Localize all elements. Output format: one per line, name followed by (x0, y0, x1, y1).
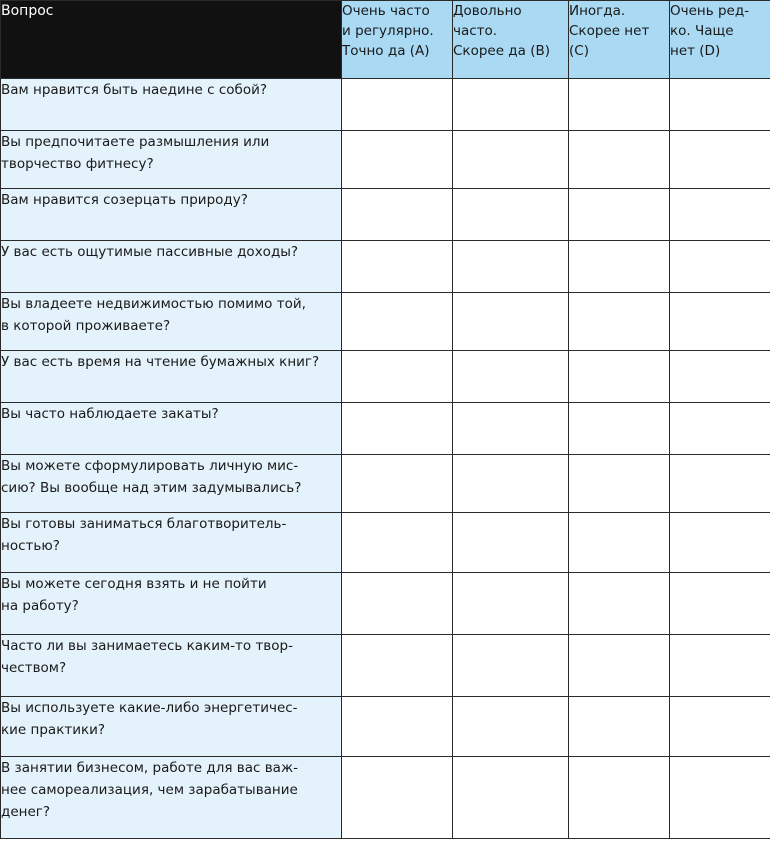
question-cell: Вам нравится созерцать природу? (1, 189, 342, 241)
answer-cell-c[interactable] (569, 403, 670, 455)
question-cell: Вы готовы заниматься благотворитель- ностью? (1, 513, 342, 573)
table-row (1, 455, 770, 513)
answer-cell-d[interactable] (670, 189, 770, 241)
answer-cell-c[interactable] (569, 293, 670, 351)
column-header-option-d: Очень ред- ко. Чаще нет (D) (670, 1, 770, 79)
column-header-option-b: Довольно часто. Скорее да (B) (453, 1, 569, 79)
answer-cell-a[interactable] (342, 293, 453, 351)
answer-cell-d[interactable] (670, 79, 770, 131)
answer-cell-a[interactable] (342, 189, 453, 241)
question-cell: Вам нравится быть наедине с собой? (1, 79, 342, 131)
answer-cell-b[interactable] (453, 131, 569, 189)
answer-cell-a[interactable] (342, 403, 453, 455)
answer-cell-b[interactable] (453, 573, 569, 635)
table-row (1, 635, 770, 697)
table-row (1, 131, 770, 189)
answer-cell-c[interactable] (569, 697, 670, 757)
answer-cell-d[interactable] (670, 635, 770, 697)
answer-cell-c[interactable] (569, 351, 670, 403)
answer-cell-d[interactable] (670, 513, 770, 573)
question-cell: Часто ли вы занимаетесь каким-то твор- чеством? (1, 635, 342, 697)
table-row (1, 697, 770, 757)
answer-cell-d[interactable] (670, 293, 770, 351)
answer-cell-c[interactable] (569, 573, 670, 635)
table-row (1, 293, 770, 351)
answer-cell-b[interactable] (453, 351, 569, 403)
answer-cell-b[interactable] (453, 241, 569, 293)
answer-cell-d[interactable] (670, 455, 770, 513)
answer-cell-d[interactable] (670, 403, 770, 455)
answer-cell-c[interactable] (569, 79, 670, 131)
answer-cell-b[interactable] (453, 757, 569, 839)
answer-cell-c[interactable] (569, 757, 670, 839)
question-cell: Вы владеете недвижимостью помимо той, в которой проживаете? (1, 293, 342, 351)
answer-cell-a[interactable] (342, 635, 453, 697)
column-header-question: Вопрос (1, 1, 342, 79)
table-row (1, 351, 770, 403)
answer-cell-b[interactable] (453, 635, 569, 697)
answer-cell-b[interactable] (453, 79, 569, 131)
question-cell: Вы можете сегодня взять и не пойти на работу? (1, 573, 342, 635)
question-cell: Вы предпочитаете размышления или творчество фитнесу? (1, 131, 342, 189)
answer-cell-b[interactable] (453, 697, 569, 757)
answer-cell-a[interactable] (342, 455, 453, 513)
answer-cell-b[interactable] (453, 455, 569, 513)
answer-cell-a[interactable] (342, 757, 453, 839)
answer-cell-c[interactable] (569, 635, 670, 697)
answer-cell-a[interactable] (342, 131, 453, 189)
answer-cell-d[interactable] (670, 131, 770, 189)
answer-cell-a[interactable] (342, 241, 453, 293)
table-row (1, 403, 770, 455)
table-row (1, 79, 770, 131)
answer-cell-d[interactable] (670, 757, 770, 839)
answer-cell-d[interactable] (670, 697, 770, 757)
answer-cell-d[interactable] (670, 351, 770, 403)
table-row (1, 241, 770, 293)
answer-cell-a[interactable] (342, 513, 453, 573)
answer-cell-c[interactable] (569, 241, 670, 293)
answer-cell-d[interactable] (670, 241, 770, 293)
answer-cell-c[interactable] (569, 513, 670, 573)
answer-cell-b[interactable] (453, 293, 569, 351)
column-header-option-c: Иногда. Скорее нет (C) (569, 1, 670, 79)
answer-cell-a[interactable] (342, 573, 453, 635)
table-row (1, 189, 770, 241)
column-header-option-a: Очень часто и регулярно. Точно да (A) (342, 1, 453, 79)
question-cell: Вы часто наблюдаете закаты? (1, 403, 342, 455)
answer-cell-b[interactable] (453, 513, 569, 573)
question-cell: В занятии бизнесом, работе для вас важ- нее самореализация, чем зарабатывание денег? (1, 757, 342, 839)
answer-cell-b[interactable] (453, 189, 569, 241)
question-cell: Вы можете сформулировать личную мис- сию? Вы вообще над этим задумывались? (1, 455, 342, 513)
answer-cell-a[interactable] (342, 697, 453, 757)
answer-cell-d[interactable] (670, 573, 770, 635)
answer-cell-a[interactable] (342, 351, 453, 403)
answer-cell-a[interactable] (342, 79, 453, 131)
answer-cell-b[interactable] (453, 403, 569, 455)
answer-cell-c[interactable] (569, 131, 670, 189)
table-row (1, 757, 770, 839)
table-row (1, 513, 770, 573)
question-cell: У вас есть время на чтение бумажных книг? (1, 351, 342, 403)
answer-cell-c[interactable] (569, 455, 670, 513)
question-cell: Вы используете какие-либо энергетичес- кие практики? (1, 697, 342, 757)
table-row (1, 573, 770, 635)
header-row (1, 1, 770, 79)
answer-cell-c[interactable] (569, 189, 670, 241)
question-cell: У вас есть ощутимые пассивные доходы? (1, 241, 342, 293)
